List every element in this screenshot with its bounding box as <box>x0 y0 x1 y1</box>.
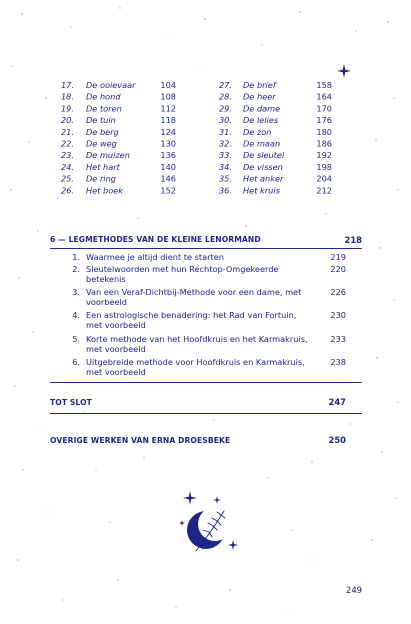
card-number: 26. <box>60 185 74 196</box>
subitem-title: Waarmee je altijd dient te starten <box>86 252 224 262</box>
card-name: De lelies <box>243 115 279 126</box>
card-number: 18. <box>60 91 74 102</box>
card-page-number: 158 <box>316 80 332 90</box>
card-number: 35. <box>218 173 232 184</box>
card-page-number: 146 <box>160 173 176 184</box>
card-page-number: 204 <box>316 173 332 184</box>
subitem-page: 226 <box>330 287 346 297</box>
page-number: 249 <box>346 585 362 595</box>
card-number: 30. <box>218 115 232 126</box>
card-page-number: 212 <box>316 185 332 196</box>
card-number: 29. <box>218 103 232 114</box>
card-number: 25. <box>60 173 74 184</box>
card-page-number: 170 <box>316 103 332 114</box>
subitem-page: 230 <box>330 310 346 320</box>
card-name: De brief <box>243 80 276 90</box>
card-name: De hond <box>86 91 121 102</box>
card-name: Het boek <box>86 185 123 196</box>
card-name: Het kruis <box>243 185 280 196</box>
card-number: 21. <box>60 126 74 137</box>
subitem-number: 5. <box>72 334 80 344</box>
card-number: 19. <box>60 103 74 114</box>
card-name: Het anker <box>243 173 284 184</box>
card-name: De maan <box>243 138 281 149</box>
card-page-number: 192 <box>316 150 332 161</box>
card-number: 22. <box>60 138 74 149</box>
card-name: De dame <box>243 103 281 114</box>
card-number: 27. <box>218 80 232 90</box>
subitem-page: 219 <box>330 252 346 262</box>
subitem-title: Korte methode van het Hoofdkruis en het Karmakruis, met voorbeeld <box>86 334 308 354</box>
subitem-number: 4. <box>72 310 80 320</box>
card-number: 28. <box>218 91 232 102</box>
card-name: Het hart <box>86 161 120 172</box>
subitem-title: Van een Veraf-Dichtbij-Methode voor een dame, met voorbeeld <box>86 287 302 307</box>
section-title-overige-werken[interactable]: OVERIGE WERKEN VAN ERNA DROESBEKE <box>50 436 231 445</box>
section-page-number: 250 <box>328 435 346 445</box>
section-rule <box>50 382 362 383</box>
section-title-tot-slot[interactable]: TOT SLOT <box>50 398 92 407</box>
card-page-number: 124 <box>160 126 176 137</box>
section-rule <box>50 413 362 414</box>
subitem-number: 1. <box>72 252 80 262</box>
card-page-number: 112 <box>160 103 176 114</box>
subitem-page: 238 <box>330 357 346 367</box>
chapter-page-number: 218 <box>344 235 362 245</box>
card-number: 32. <box>218 138 232 149</box>
subitem-title: Uitgebreide methode voor Hoofdkruis en Karmakruis, met voorbeeld <box>86 357 305 377</box>
card-number: 24. <box>60 161 74 172</box>
card-name: De vissen <box>243 161 283 172</box>
card-name: De ooievaar <box>86 80 136 90</box>
card-number: 33. <box>218 150 232 161</box>
section-page-number: 247 <box>328 397 346 407</box>
card-page-number: 180 <box>316 126 332 137</box>
card-name: De sleutel <box>243 150 285 161</box>
card-name: De berg <box>86 126 119 137</box>
subitem-title: Sleutelwoorden met hun Rechtop-Omgekeerde betekenis <box>86 264 279 284</box>
card-page-number: 108 <box>160 91 176 102</box>
card-page-number: 152 <box>160 185 176 196</box>
card-page-number: 130 <box>160 138 176 149</box>
card-number: 36. <box>218 185 232 196</box>
card-name: De tuin <box>86 115 116 126</box>
card-page-number: 104 <box>160 80 176 90</box>
card-page-number: 198 <box>316 161 332 172</box>
card-name: De weg <box>86 138 117 149</box>
card-page-number: 186 <box>316 138 332 149</box>
card-list <box>0 0 411 220</box>
subitem-page: 220 <box>330 264 346 274</box>
card-name: De toren <box>86 103 122 114</box>
subitem-number: 3. <box>72 287 80 297</box>
chapter-title[interactable]: 6 — LEGMETHODES VAN DE KLEINE LENORMAND <box>50 235 261 244</box>
subitem-number: 2. <box>72 264 80 274</box>
card-name: De ring <box>86 173 116 184</box>
card-number: 17. <box>60 80 74 90</box>
chapter-rule <box>50 248 362 249</box>
card-name: De heer <box>243 91 276 102</box>
card-number: 23. <box>60 150 74 161</box>
subitem-title: Een astrologische benadering: het Rad van Fortuin, met voorbeeld <box>86 310 297 330</box>
card-page-number: 140 <box>160 161 176 172</box>
card-name: De zon <box>243 126 272 137</box>
card-page-number: 118 <box>160 115 176 126</box>
subitem-number: 6. <box>72 357 80 367</box>
card-number: 20. <box>60 115 74 126</box>
card-number: 31. <box>218 126 232 137</box>
card-number: 34. <box>218 161 232 172</box>
subitem-page: 233 <box>330 334 346 344</box>
card-name: De muizen <box>86 150 130 161</box>
card-page-number: 164 <box>316 91 332 102</box>
card-page-number: 136 <box>160 150 176 161</box>
card-page-number: 176 <box>316 115 332 126</box>
crescent-moon-icon <box>170 488 242 560</box>
